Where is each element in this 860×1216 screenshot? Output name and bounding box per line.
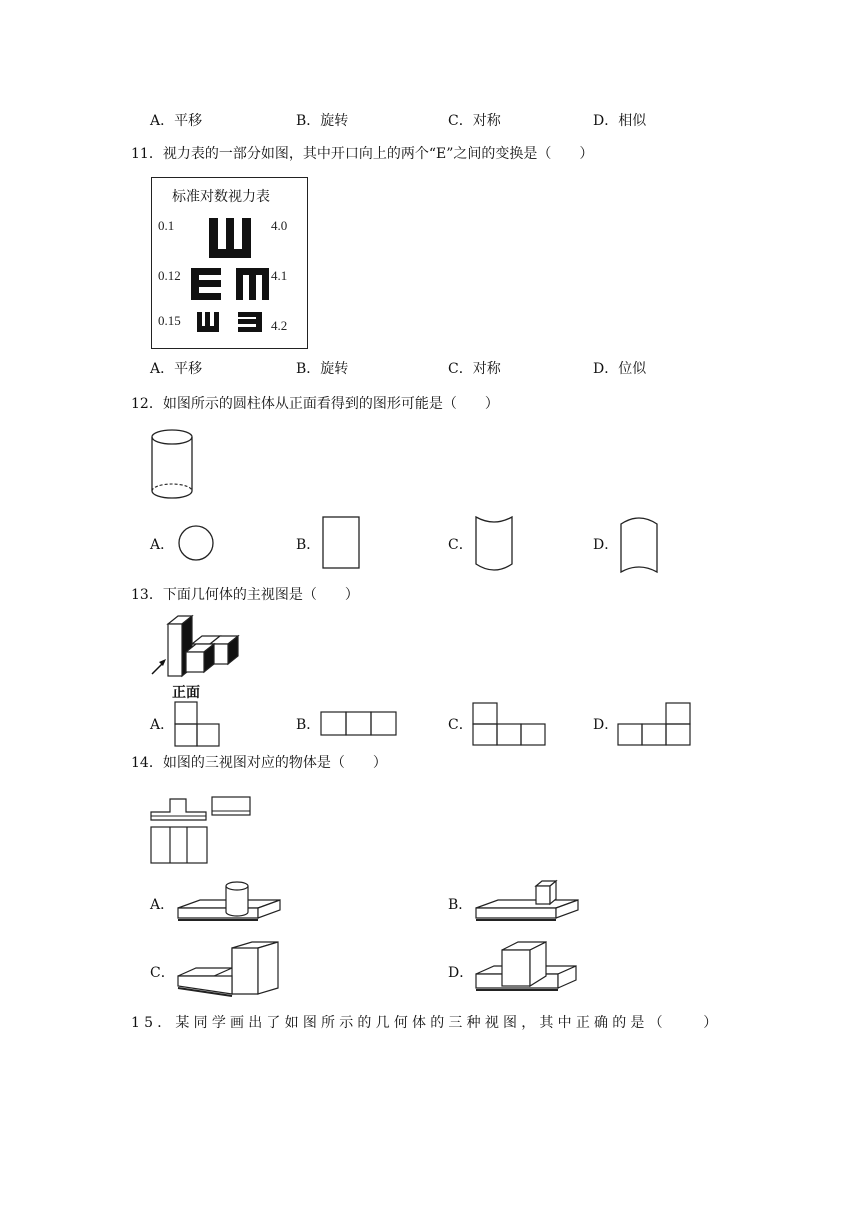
eye-chart-letters <box>152 178 307 348</box>
q13-option-b[interactable]: B． <box>296 717 321 733</box>
chart-right-label-3: 4.2 <box>271 318 288 333</box>
q12-option-b[interactable]: B． <box>296 537 321 553</box>
e-up-small <box>197 312 219 332</box>
q13-option-a[interactable]: A． <box>150 717 175 733</box>
q14-option-a[interactable]: A． <box>150 897 175 913</box>
solid-shape-c <box>174 938 286 1002</box>
q13-option-d[interactable]: D． <box>593 717 619 733</box>
solid-shape-d <box>472 938 582 1002</box>
q11-option-a[interactable]: A．平移 <box>150 361 203 377</box>
view-shape-d <box>617 702 693 748</box>
q11-option-d[interactable]: D．位似 <box>593 361 647 377</box>
q15-question: 15．某同学画出了如图所示的几何体的三种视图，其中正确的是（ ） <box>131 1015 722 1031</box>
e-down-medium <box>236 268 269 300</box>
chart-right-label-2: 4.1 <box>271 268 288 283</box>
q11-question: 11．视力表的一部分如图，其中开口向上的两个“E”之间的变换是（ ） <box>131 146 594 162</box>
view-shape-a <box>174 701 222 747</box>
q13-question: 13．下面几何体的主视图是（ ） <box>131 587 359 603</box>
q10-option-b[interactable]: B．旋转 <box>296 113 349 129</box>
eye-chart <box>151 177 308 349</box>
solid-shape-b <box>472 876 582 934</box>
q11-option-c[interactable]: C．对称 <box>448 361 501 377</box>
q12-option-d[interactable]: D． <box>593 537 619 553</box>
front-label: 正面 <box>172 685 200 701</box>
chart-left-label-1: 0.1 <box>158 218 175 233</box>
q12-option-a[interactable]: A． <box>150 537 175 553</box>
q10-option-d[interactable]: D．相似 <box>593 113 647 129</box>
convex-top-shape <box>619 514 661 576</box>
cylinder-figure <box>150 428 196 500</box>
cube-stack-figure <box>148 612 256 698</box>
rectangle-shape <box>322 516 362 570</box>
view-shape-c <box>472 702 550 748</box>
q14-option-c[interactable]: C． <box>150 965 175 981</box>
three-views-figure <box>150 794 254 866</box>
circle-shape <box>178 525 216 563</box>
view-shape-b <box>320 711 400 737</box>
q14-question: 14．如图的三视图对应的物体是（ ） <box>131 755 387 771</box>
e-left-small <box>238 312 262 332</box>
chart-right-label-1: 4.0 <box>271 218 288 233</box>
chart-left-label-3: 0.15 <box>158 313 181 328</box>
concave-top-shape <box>474 514 516 574</box>
q14-option-d[interactable]: D． <box>448 965 474 981</box>
q12-option-c[interactable]: C． <box>448 537 473 553</box>
q10-option-c[interactable]: C．对称 <box>448 113 501 129</box>
e-right-medium <box>191 268 221 300</box>
q10-option-a[interactable]: A．平移 <box>150 113 203 129</box>
q13-option-c[interactable]: C． <box>448 717 473 733</box>
e-up-large <box>209 218 251 258</box>
eye-chart-title: 标准对数视力表 <box>172 189 270 205</box>
solid-shape-a <box>174 878 284 934</box>
q12-question: 12．如图所示的圆柱体从正面看得到的图形可能是（ ） <box>131 396 499 412</box>
q14-option-b[interactable]: B． <box>448 897 473 913</box>
q11-option-b[interactable]: B．旋转 <box>296 361 349 377</box>
chart-left-label-2: 0.12 <box>158 268 181 283</box>
